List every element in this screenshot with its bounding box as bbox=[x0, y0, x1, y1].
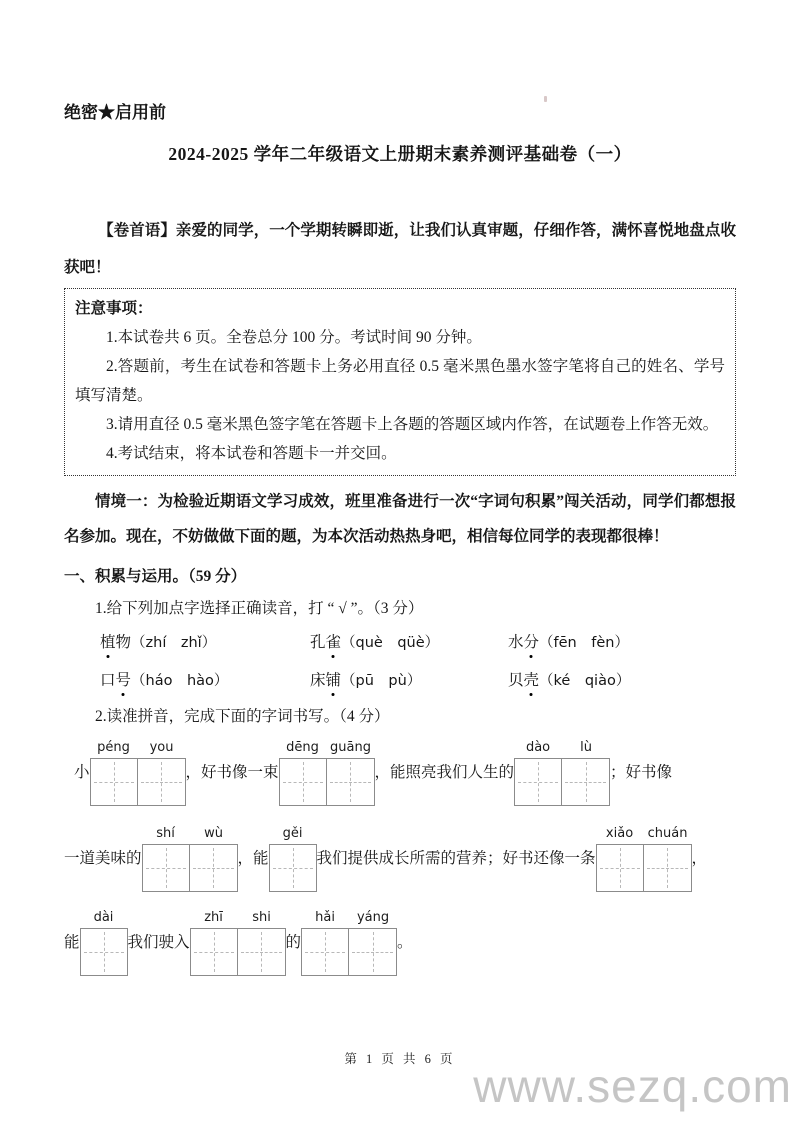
pinyin-syllable: dào bbox=[525, 740, 551, 755]
word-char: 床 bbox=[310, 672, 326, 689]
sentence-text: ，能照亮我们人生的 bbox=[374, 764, 515, 781]
pinyin-choice-item bbox=[508, 668, 630, 690]
character-cell bbox=[138, 758, 186, 806]
watermark: www.sezq.com bbox=[473, 1060, 792, 1112]
character-cell bbox=[644, 844, 692, 892]
fill-blank-line bbox=[64, 910, 736, 976]
pinyin-choice-row bbox=[64, 630, 736, 652]
pinyin-syllable: péng bbox=[97, 740, 130, 755]
notice-item: 2.答题前，考生在试卷和答题卡上务必用直径 0.5 毫米黑色墨水签字笔将自己的姓名、学号填写清楚。 bbox=[75, 358, 725, 404]
pinyin-syllable: chuán bbox=[647, 826, 688, 841]
pinyin-syllable: guāng bbox=[330, 740, 371, 755]
notice-heading: 注意事项： bbox=[75, 300, 153, 317]
pinyin-labels bbox=[269, 826, 317, 844]
sentence-text: ， bbox=[691, 850, 708, 867]
character-cell bbox=[596, 844, 644, 892]
character-cell bbox=[190, 844, 238, 892]
sentence-text: ，好书像一束 bbox=[185, 764, 279, 781]
word-char: 物 bbox=[115, 634, 132, 651]
character-cell bbox=[327, 758, 375, 806]
notice-box bbox=[64, 288, 736, 476]
sentence-text: 我们驶入 bbox=[127, 934, 190, 951]
sentence-text: 小 bbox=[74, 764, 90, 781]
character-cell bbox=[80, 928, 128, 976]
character-cell bbox=[238, 928, 286, 976]
pinyin-syllable: wù bbox=[204, 826, 223, 841]
reading-options: （fēn fèn） bbox=[539, 635, 629, 651]
fill-blank-line bbox=[64, 740, 736, 806]
dotted-char: 雀 bbox=[325, 634, 342, 651]
writing-grid bbox=[80, 910, 128, 976]
grid-cells bbox=[90, 758, 186, 806]
scan-artifact bbox=[544, 96, 547, 102]
notice-item: 4.考试结束，将本试卷和答题卡一并交回。 bbox=[106, 445, 397, 462]
grid-cells bbox=[279, 758, 375, 806]
security-label: 绝密★启用前 bbox=[64, 103, 166, 122]
pinyin-labels bbox=[279, 740, 375, 758]
pinyin-labels bbox=[301, 910, 397, 928]
sentence-text: 一道美味的 bbox=[64, 850, 142, 867]
writing-grid bbox=[190, 910, 286, 976]
writing-grid bbox=[142, 826, 238, 892]
sentence-text: 能 bbox=[64, 934, 80, 951]
pinyin-labels bbox=[80, 910, 128, 928]
word-char: 口 bbox=[100, 672, 116, 689]
grid-cells bbox=[142, 844, 238, 892]
pinyin-syllable: yáng bbox=[356, 910, 390, 925]
pinyin-syllable: xiǎo bbox=[605, 826, 634, 841]
character-cell bbox=[349, 928, 397, 976]
pinyin-syllable: hǎi bbox=[315, 910, 335, 925]
writing-grid bbox=[90, 740, 186, 806]
grid-cells bbox=[190, 928, 286, 976]
grid-cells bbox=[269, 844, 317, 892]
pinyin-syllable: zhī bbox=[204, 910, 223, 925]
question-1-prompt: 1.给下列加点字选择正确读音，打 “ √ ”。（3 分） bbox=[95, 600, 424, 617]
grid-cells bbox=[301, 928, 397, 976]
pinyin-labels bbox=[90, 740, 186, 758]
sentence-text: 。 bbox=[397, 934, 413, 951]
grid-cells bbox=[596, 844, 692, 892]
reading-options: （zhí zhǐ） bbox=[131, 635, 217, 651]
pinyin-syllable: you bbox=[149, 740, 174, 755]
section-one-heading: 一、积累与运用。（59 分） bbox=[64, 568, 247, 585]
word-char: 水 bbox=[508, 634, 524, 651]
character-cell bbox=[562, 758, 610, 806]
reading-options: （ké qiào） bbox=[539, 673, 631, 689]
reading-options: （háo hào） bbox=[131, 673, 229, 689]
notice-item: 1.本试卷共 6 页。全卷总分 100 分。考试时间 90 分钟。 bbox=[106, 329, 482, 346]
dotted-char: 植 bbox=[100, 634, 116, 651]
fill-blank-line bbox=[64, 826, 736, 892]
exam-title: 2024-2025 学年二年级语文上册期末素养测评基础卷（一） bbox=[168, 144, 632, 164]
grid-cells bbox=[514, 758, 610, 806]
writing-grid bbox=[269, 826, 317, 892]
writing-grid bbox=[596, 826, 692, 892]
character-cell bbox=[90, 758, 138, 806]
pinyin-syllable: dēng bbox=[286, 740, 319, 755]
question-2-prompt: 2.读准拼音，完成下面的字词书写。（4 分） bbox=[95, 708, 390, 725]
character-cell bbox=[142, 844, 190, 892]
pinyin-syllable: gěi bbox=[282, 826, 303, 841]
pinyin-choice-item bbox=[100, 630, 310, 652]
dotted-char: 铺 bbox=[325, 672, 342, 689]
notice-item: 3.请用直径 0.5 毫米黑色签字笔在答题卡上各题的答题区域内作答，在试题卷上作答无效。 bbox=[106, 416, 719, 433]
sentence-text: 的 bbox=[285, 934, 302, 951]
pinyin-choice-row bbox=[64, 668, 736, 690]
pinyin-syllable: dài bbox=[93, 910, 114, 925]
pinyin-choice-item bbox=[508, 630, 629, 652]
sentence-text: 我们提供成长所需的营养；好书还像一条 bbox=[316, 850, 596, 867]
pinyin-labels bbox=[142, 826, 238, 844]
character-cell bbox=[514, 758, 562, 806]
character-cell bbox=[279, 758, 327, 806]
page-number: 第 1 页 共 6 页 bbox=[344, 1052, 456, 1066]
foreword-paragraph: 【卷首语】亲爱的同学，一个学期转瞬即逝，让我们认真审题，仔细作答，满怀喜悦地盘点收获吧！ bbox=[64, 222, 736, 276]
pinyin-choice-item bbox=[100, 668, 310, 690]
sentence-text: ，能 bbox=[237, 850, 269, 867]
scenario-paragraph: 情境一：为检验近期语文学习成效，班里准备进行一次“字词句积累”闯关活动，同学们都想报名参加。现在，不妨做做下面的题，为本次活动热热身吧，相信每位同学的表现都很棒！ bbox=[64, 493, 736, 545]
word-char: 孔 bbox=[310, 634, 326, 651]
writing-grid bbox=[514, 740, 610, 806]
pinyin-syllable: shi bbox=[252, 910, 271, 925]
dotted-char: 壳 bbox=[523, 672, 540, 689]
sentence-text: ；好书像 bbox=[610, 764, 673, 781]
pinyin-syllable: lù bbox=[580, 740, 592, 755]
character-cell bbox=[269, 844, 317, 892]
pinyin-choice-item bbox=[310, 630, 508, 652]
pinyin-syllable: shí bbox=[156, 826, 175, 841]
pinyin-labels bbox=[190, 910, 286, 928]
pinyin-choice-item bbox=[310, 668, 508, 690]
reading-options: （pū pù） bbox=[341, 673, 422, 689]
character-cell bbox=[190, 928, 238, 976]
writing-grid bbox=[301, 910, 397, 976]
pinyin-labels bbox=[514, 740, 610, 758]
pinyin-labels bbox=[596, 826, 692, 844]
grid-cells bbox=[80, 928, 128, 976]
writing-grid bbox=[279, 740, 375, 806]
reading-options: （què qüè） bbox=[341, 635, 440, 651]
dotted-char: 分 bbox=[523, 634, 540, 651]
character-cell bbox=[301, 928, 349, 976]
word-char: 贝 bbox=[508, 672, 524, 689]
dotted-char: 号 bbox=[115, 672, 132, 689]
